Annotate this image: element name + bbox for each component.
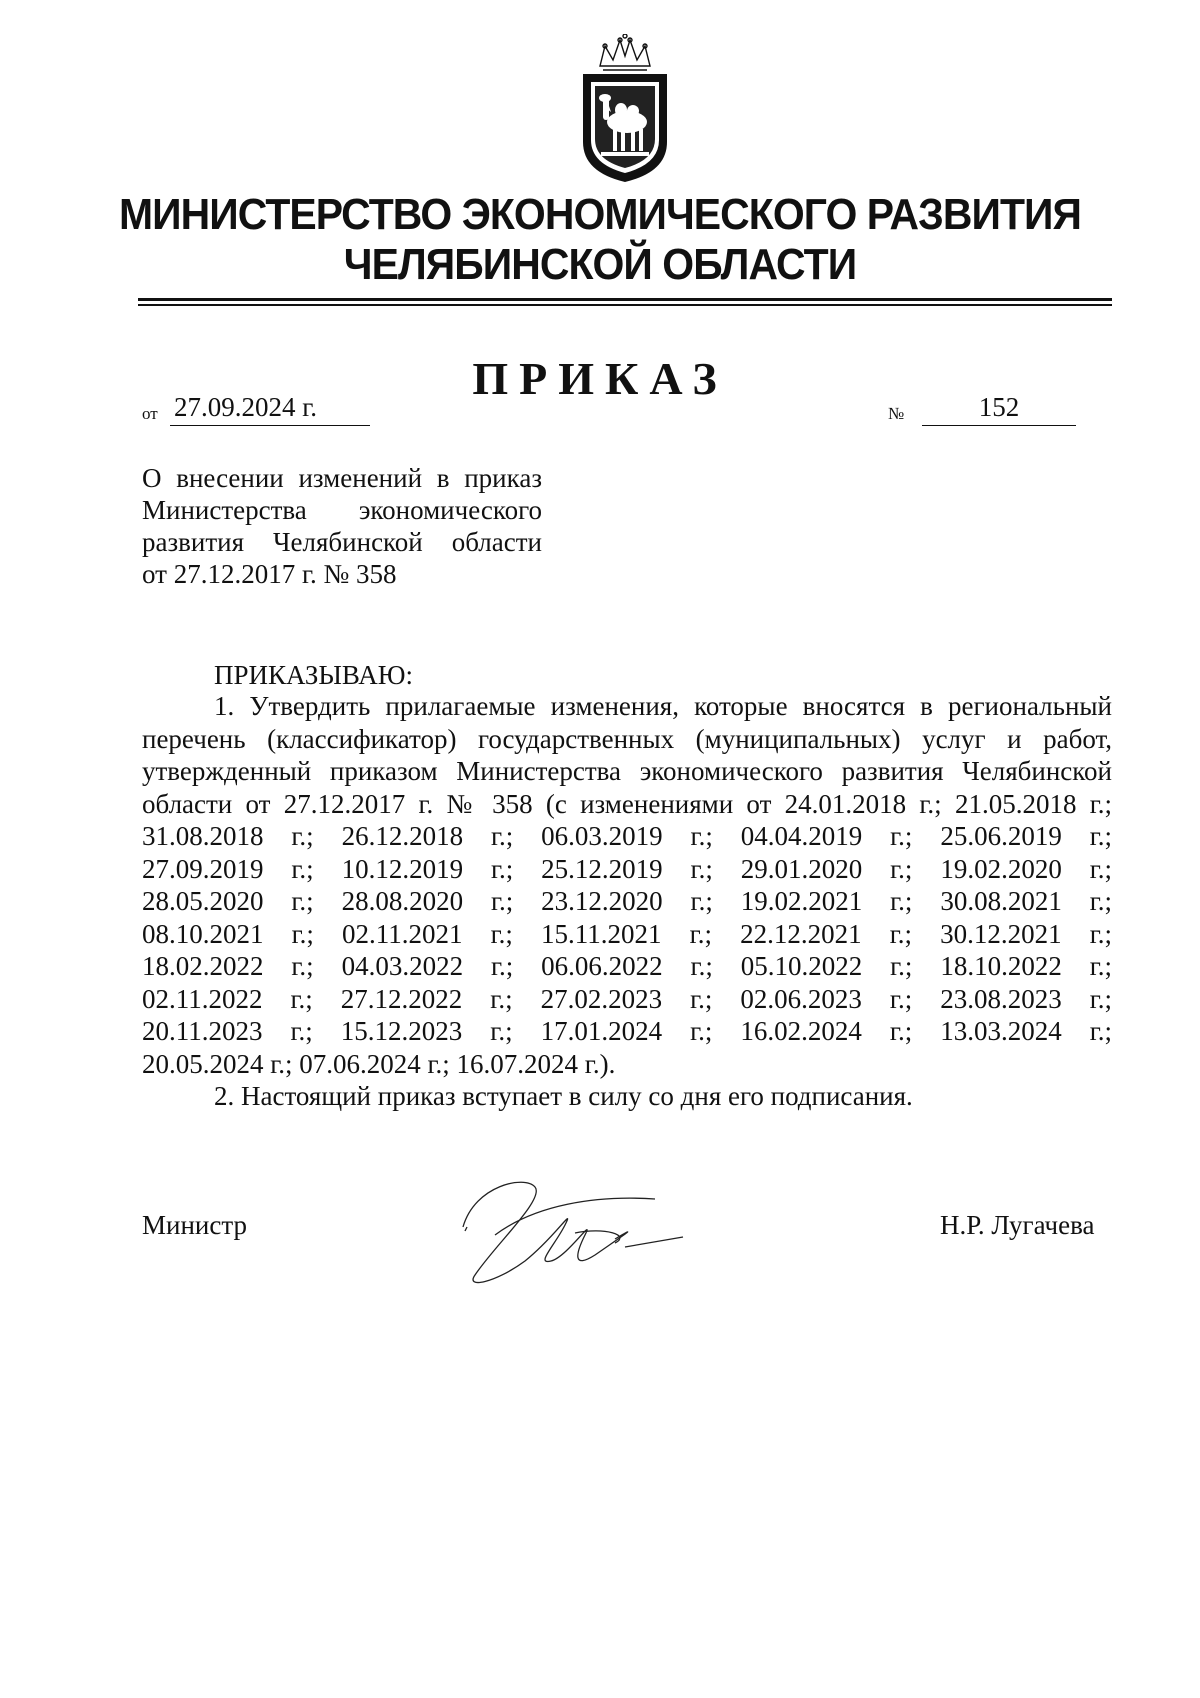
signatory-title: Министр — [142, 1210, 247, 1240]
ministry-name-line-1: МИНИСТЕРСТВО ЭКОНОМИЧЕСКОГО РАЗВИТИЯ — [118, 190, 1082, 239]
subject-line: О внесении изменений в приказ — [142, 463, 542, 493]
document-number: 152 — [922, 392, 1076, 426]
date-prefix: от — [142, 404, 158, 423]
body-line: 08.10.2021 г.; 02.11.2021 г.; 15.11.2021 г.; 22.12.2021 г.; 30.12.2021 г.; — [142, 918, 1112, 949]
header-divider-thin — [138, 304, 1112, 306]
subject-line: Министерства экономического — [142, 495, 542, 525]
signatory-name: Н.Р. Лугачева — [940, 1210, 1095, 1240]
body-line: 02.11.2022 г.; 27.12.2022 г.; 27.02.2023 г.; 02.06.2023 г.; 23.08.2023 г.; — [142, 983, 1112, 1014]
order-word: ПРИКАЗЫВАЮ: — [214, 660, 413, 690]
subject-line: развития Челябинской области — [142, 527, 542, 557]
handwritten-signature-icon — [455, 1165, 735, 1295]
coat-of-arms-icon — [565, 34, 685, 184]
document-subject — [142, 462, 542, 590]
body-line: 18.02.2022 г.; 04.03.2022 г.; 06.06.2022 г.; 05.10.2022 г.; 18.10.2022 г.; — [142, 951, 1112, 981]
document-date: 27.09.2024 г. — [170, 392, 370, 426]
body-line: 27.09.2019 г.; 10.12.2019 г.; 25.12.2019 г.; 29.01.2020 г.; 19.02.2020 г.; — [142, 853, 1112, 884]
ministry-name-line-2: ЧЕЛЯБИНСКОЙ ОБЛАСТИ — [343, 240, 857, 289]
body-line: 28.05.2020 г.; 28.08.2020 г.; 23.12.2020 г.; 19.02.2021 г.; 30.08.2021 г.; — [142, 886, 1112, 916]
document-body — [142, 690, 1112, 1113]
document-type-title: ПРИКАЗ — [472, 353, 728, 404]
body-line: 2. Настоящий приказ вступает в силу со дня его подписания. — [214, 1081, 913, 1111]
body-line: 1. Утвердить прилагаемые изменения, которые вносятся в региональный — [214, 691, 1112, 721]
body-line: 20.05.2024 г.; 07.06.2024 г.; 16.07.2024 г.). — [142, 1048, 616, 1079]
body-line: области от 27.12.2017 г. № 358 (с изменениями от 24.01.2018 г.; 21.05.2018 г.; — [142, 788, 1112, 819]
body-line: 20.11.2023 г.; 15.12.2023 г.; 17.01.2024 г.; 16.02.2024 г.; 13.03.2024 г.; — [142, 1016, 1112, 1046]
number-prefix: № — [888, 404, 905, 423]
header-divider — [138, 298, 1112, 301]
subject-line: от 27.12.2017 г. № 358 — [142, 559, 397, 589]
body-line: перечень (классификатор) государственных (муниципальных) услуг и работ, — [142, 723, 1112, 754]
body-line: 31.08.2018 г.; 26.12.2018 г.; 06.03.2019 г.; 04.04.2019 г.; 25.06.2019 г.; — [142, 821, 1112, 851]
body-line: утвержденный приказом Министерства экономического развития Челябинской — [142, 756, 1112, 786]
